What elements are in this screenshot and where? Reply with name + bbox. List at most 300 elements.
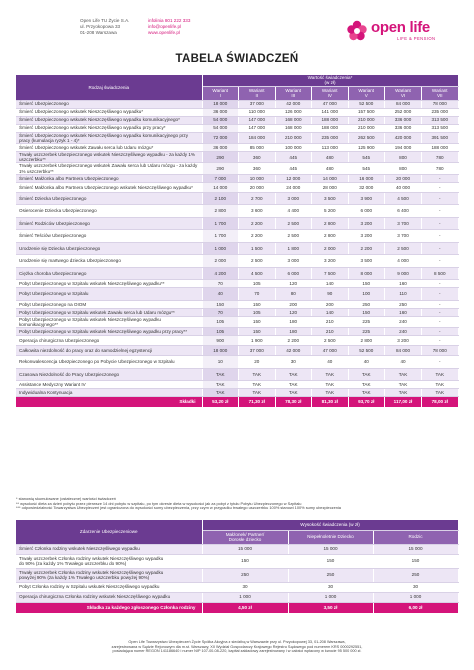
benefit-name: Śmierć Rodziców Ubezpieczonego — [16, 217, 202, 230]
variant-header-line: Wariant — [248, 87, 265, 93]
benefit-value: - — [422, 308, 459, 316]
benefit-value: 210 000 — [348, 124, 385, 132]
benefit-value: 168 000 — [275, 124, 312, 132]
benefit-value: 3 000 — [275, 255, 312, 268]
benefit-value: 4 200 — [202, 267, 239, 280]
benefit-name: Śmierć Ubezpieczonego wskutek Nieszczęśliwego wypadku* — [16, 108, 202, 116]
table-row — [16, 316, 458, 327]
benefit-name: Śmierć Ubezpieczonego wskutek Nieszczęśliwego wypadku komunikacyjnego przy pracy (kumulacja ryzyk 1 - 4)* — [16, 132, 202, 143]
benefit-value: 150 — [348, 280, 385, 288]
table-row — [16, 108, 458, 116]
benefit-value: 4 400 — [275, 205, 312, 218]
company-city: 01-208 Warszawa — [80, 30, 117, 35]
variant-header-line: IV — [327, 93, 332, 98]
table-row — [16, 143, 458, 151]
benefit-value: 4 000 — [385, 255, 422, 268]
event-name-line: Śmierć Członka rodziny wskutek Nieszczęśliwego wypadku — [19, 546, 140, 552]
benefit-value: 37 000 — [239, 346, 276, 356]
benefit-value: 42 000 — [275, 100, 312, 108]
benefit-name: Assistance Medyczny Wariant IV — [16, 381, 202, 389]
benefit-value: 54 000 — [202, 116, 239, 124]
benefit-value: 210 000 — [275, 132, 312, 143]
variant-header-line: VII — [436, 93, 443, 98]
benefit-value: 2 200 — [239, 217, 276, 230]
logo-tagline: LIFE & PENSION — [397, 36, 436, 41]
benefit-value: 2 800 — [348, 336, 385, 346]
benefit-value: 120 — [275, 308, 312, 316]
benefit-value: 36 000 — [202, 108, 239, 116]
benefit-value: 336 000 — [385, 124, 422, 132]
benefit-value: 40 — [348, 356, 385, 369]
benefit-name: Całkowita niezdolność do pracy oraz do samodzielnej egzystencji — [16, 346, 202, 356]
table-row — [16, 124, 458, 132]
benefit-value: 36 000 — [202, 143, 239, 151]
footnote-3: *** odpowiedzialność Towarzystwa Ubezpieczeń jest ograniczona do wysokości sumy ubezpieczenia, przy czym w przypadku trwałego uszczerbku 100% stanowi 100% sumy ubezpieczenia — [16, 505, 341, 511]
benefit-value: 480 — [312, 151, 349, 162]
benefit-value: 54 000 — [202, 124, 239, 132]
event-benefit-value: 15 000 — [202, 544, 288, 554]
event-name — [16, 554, 202, 568]
benefit-value: 24 000 — [275, 182, 312, 192]
benefit-name: Pobyt Ubezpieczonego w Szpitalu wskutek Nieszczęśliwego wypadku przy pracy** — [16, 328, 202, 336]
benefit-value: 1 900 — [239, 336, 276, 346]
family-member-header — [288, 530, 373, 544]
footnotes — [16, 497, 458, 511]
benefit-value: - — [422, 174, 459, 182]
benefit-value: 18 000 — [202, 346, 239, 356]
benefit-value: - — [422, 356, 459, 369]
benefit-value: 2 000 — [202, 255, 239, 268]
benefit-value: 445 — [275, 163, 312, 174]
benefit-value: 20 000 — [385, 174, 422, 182]
table-row — [16, 381, 458, 389]
footnote-2: ** wysokość dieta za dzień pobytu przez pierwsze 14 dni pobytu w szpitalu, po tym okresie dieta w wysokości jak za pobyt z tytułu Pobytu Ubezpieczonego w Szpitalu — [16, 500, 302, 506]
benefit-name: Śmierć Ubezpieczonego — [16, 100, 202, 108]
benefit-value: TAK — [275, 368, 312, 381]
benefit-value: 2 500 — [312, 336, 349, 346]
benefit-value: 2 200 — [239, 230, 276, 243]
benefit-value: 2 500 — [385, 242, 422, 255]
benefit-value: 70 — [202, 280, 239, 288]
benefit-value: 1 700 — [202, 230, 239, 243]
benefit-name: Pobyt Ubezpieczonego w Szpitalu wskutek Zawału serca lub Udaru mózgu** — [16, 308, 202, 316]
table-row — [16, 205, 458, 218]
benefit-value: 290 — [202, 151, 239, 162]
variant-header — [385, 86, 422, 100]
benefit-value: TAK — [385, 381, 422, 389]
benefit-value: 52 500 — [348, 100, 385, 108]
benefit-value: 14 000 — [202, 182, 239, 192]
benefit-value: 3 500 — [312, 192, 349, 205]
benefit-value: 2 500 — [275, 217, 312, 230]
benefit-value: 52 500 — [348, 346, 385, 356]
event-name — [16, 544, 202, 554]
table-row — [16, 389, 458, 397]
variant-header — [422, 86, 459, 100]
benefit-value: - — [422, 192, 459, 205]
benefit-value: 2 200 — [275, 336, 312, 346]
benefit-value: 2 000 — [312, 242, 349, 255]
benefit-value: 800 — [385, 163, 422, 174]
event-name-line: powyżej 90% (za każdy 1% Trwałego uszczerbku powyżej 90%) — [19, 575, 150, 580]
benefit-value: 160 — [385, 308, 422, 316]
benefit-value: 157 500 — [348, 108, 385, 116]
benefit-value: - — [422, 182, 459, 192]
benefit-value-header-line1: Wartość świadczenia* — [307, 75, 353, 81]
benefit-value: 210 — [312, 316, 349, 327]
benefit-value: 140 — [312, 280, 349, 288]
benefit-name: Operacja chirurgiczna Ubezpieczonego — [16, 336, 202, 346]
benefit-value: 70 — [202, 308, 239, 316]
benefit-value: 47 000 — [312, 346, 349, 356]
benefit-value: 105 — [239, 308, 276, 316]
benefit-value: - — [422, 230, 459, 243]
table-row — [16, 100, 458, 108]
benefit-value: 3 200 — [312, 255, 349, 268]
benefit-value: 14 000 — [312, 174, 349, 182]
benefit-value: 110 000 — [239, 108, 276, 116]
benefit-value: TAK — [202, 368, 239, 381]
premium-value: 117,00 zł — [385, 397, 422, 407]
family-premium-value: 4,50 zł — [202, 602, 288, 613]
benefit-value: 2 800 — [202, 205, 239, 218]
benefit-value: 545 — [348, 163, 385, 174]
premium-value: 78,30 zł — [275, 397, 312, 407]
table-row — [16, 568, 458, 582]
benefit-value: - — [422, 288, 459, 301]
legal-footer — [30, 640, 444, 654]
variant-header — [202, 86, 239, 100]
table-row — [16, 217, 458, 230]
benefit-value: 5 200 — [312, 205, 349, 218]
benefit-value: 180 — [275, 328, 312, 336]
page-header — [0, 0, 474, 50]
benefit-value: 37 000 — [239, 100, 276, 108]
benefit-value: 2 500 — [275, 230, 312, 243]
variant-header — [312, 86, 349, 100]
event-name-line: Trwały uszczerbek Członka rodziny wskutek Nieszczęśliwego wypadku — [19, 555, 164, 561]
benefit-value: 188 000 — [312, 116, 349, 124]
benefit-value: 28 000 — [312, 182, 349, 192]
benefit-value: 250 — [385, 300, 422, 308]
benefit-value: - — [422, 242, 459, 255]
family-member-header-line: Dorosłe dziecko — [228, 537, 262, 542]
benefit-value: 30 — [275, 356, 312, 369]
benefit-value: 3 500 — [348, 255, 385, 268]
benefit-value: 8 500 — [422, 267, 459, 280]
variant-header-line: III — [291, 93, 296, 98]
table-row — [16, 346, 458, 356]
benefit-value: 180 — [275, 316, 312, 327]
benefit-value: 10 000 — [239, 174, 276, 182]
open-life-logo — [346, 20, 456, 44]
benefit-value: 150 — [239, 300, 276, 308]
benefit-value: 188 000 — [312, 124, 349, 132]
table-row — [16, 174, 458, 182]
benefit-value: 800 — [385, 151, 422, 162]
footer-line-1: Open Life Towarzystwo Ubezpieczeń Życie Spółka Akcyjna z siedzibą w Warszawie przy ul. Przyokopowej 33, 01-208 Warszawa, — [128, 640, 346, 644]
benefit-value: - — [422, 336, 459, 346]
variant-header-line: Wariant — [431, 87, 448, 93]
family-benefits-table — [16, 520, 459, 613]
benefit-value: 20 — [239, 356, 276, 369]
benefit-value: 78 000 — [422, 100, 459, 108]
benefit-value: 360 — [239, 163, 276, 174]
variant-header-line: Wariant — [285, 87, 302, 93]
benefit-value: 140 — [312, 308, 349, 316]
table-row — [16, 592, 458, 602]
flower-logo-icon — [346, 20, 368, 42]
table-row — [16, 230, 458, 243]
benefit-type-header: Rodzaj świadczenia — [16, 75, 202, 100]
hotline: infolinia 801 222 333 — [148, 18, 191, 23]
benefit-value: 150 — [202, 300, 239, 308]
benefit-value: 290 — [202, 163, 239, 174]
benefit-value: 147 000 — [239, 116, 276, 124]
benefit-value: 780 — [422, 163, 459, 174]
benefit-value: 2 100 — [202, 192, 239, 205]
benefit-value: TAK — [239, 389, 276, 397]
benefit-name: Rekonwalescencja Ubezpieczonego po Pobycie Ubezpieczonego w Szpitalu — [16, 356, 202, 369]
benefit-value: 184 000 — [239, 132, 276, 143]
benefit-value: 42 000 — [275, 346, 312, 356]
benefit-value: 420 000 — [385, 132, 422, 143]
benefit-value: 105 — [202, 316, 239, 327]
benefit-value: 40 000 — [385, 182, 422, 192]
benefit-value: 194 000 — [385, 143, 422, 151]
benefit-name: Trwały uszczerbek Ubezpieczonego wskutek Zawału serca lub Udaru mózgu - za każdy 1% uszczerbku** — [16, 163, 202, 174]
benefit-value: - — [422, 280, 459, 288]
event-name — [16, 568, 202, 582]
benefit-value: 110 — [385, 288, 422, 301]
benefit-value: TAK — [312, 381, 349, 389]
benefit-value: 313 500 — [422, 116, 459, 124]
event-benefit-value: 250 — [373, 568, 458, 582]
benefit-value: 252 000 — [385, 108, 422, 116]
benefit-name: Śmierć Ubezpieczonego wskutek Nieszczęśliwego wypadku komunikacyjnego* — [16, 116, 202, 124]
benefit-value: 3 200 — [348, 230, 385, 243]
benefit-value: 1 700 — [202, 217, 239, 230]
benefit-value: 225 — [348, 316, 385, 327]
benefit-value: 336 000 — [385, 116, 422, 124]
event-name-line: Trwały uszczerbek Członka rodziny wskutek Nieszczęśliwego wypadku — [19, 569, 164, 575]
benefit-value: 32 000 — [348, 182, 385, 192]
benefit-name: Pobyt Ubezpieczonego na OIOM — [16, 300, 202, 308]
benefit-value: 7 000 — [202, 174, 239, 182]
benefit-name: Pobyt Ubezpieczonego w Szpitalu — [16, 288, 202, 301]
table-row — [16, 300, 458, 308]
event-benefit-value: 15 000 — [373, 544, 458, 554]
benefit-value: 40 — [202, 288, 239, 301]
benefit-value: 3 900 — [348, 192, 385, 205]
family-member-header-line: Rodzic — [408, 534, 423, 540]
benefit-value: TAK — [348, 389, 385, 397]
benefit-value: TAK — [422, 368, 459, 381]
variant-header-line: Wariant — [358, 87, 375, 93]
family-member-header-line: Małżonek/ Partner/ — [225, 531, 265, 537]
benefit-value: 150 — [239, 316, 276, 327]
benefit-value: 4 500 — [239, 267, 276, 280]
benefit-value: 16 000 — [348, 174, 385, 182]
benefit-value: 210 — [312, 328, 349, 336]
table-row — [16, 255, 458, 268]
benefit-value: 90 — [312, 288, 349, 301]
benefit-value: 1 500 — [239, 242, 276, 255]
footer-line-2: zarejestrowana w Sądzie Rejonowym dla m.st. Warszawy, XII Wydział Gospodarczy Krajowego Rejestru Sądowego pod numerem KRS 0000292551, — [111, 644, 363, 649]
benefit-name: Śmierć Małżonka albo Partnera Ubezpieczonego wskutek Nieszczęśliwego wypadku* — [16, 182, 202, 192]
benefit-value: 40 — [312, 356, 349, 369]
benefit-value: TAK — [202, 381, 239, 389]
premium-value: 81,30 zł — [312, 397, 349, 407]
table-row — [16, 280, 458, 288]
family-member-header — [202, 530, 288, 544]
benefit-value: TAK — [348, 381, 385, 389]
benefit-value: 147 000 — [239, 124, 276, 132]
benefit-name: Osierocenie Dziecka Ubezpieczonego — [16, 205, 202, 218]
benefit-value: 150 — [239, 328, 276, 336]
benefit-value: 168 000 — [275, 116, 312, 124]
variant-header-line: Wariant — [212, 87, 229, 93]
benefit-name: Pobyt Ubezpieczonego w Szpitalu wskutek Nieszczęśliwego wypadku komunikacyjnego** — [16, 316, 202, 327]
benefit-value: TAK — [385, 389, 422, 397]
benefit-name: Pobyt Ubezpieczonego w Szpitalu wskutek Nieszczęśliwego wypadku** — [16, 280, 202, 288]
benefit-value: 85 000 — [239, 143, 276, 151]
premium-value: 78,00 zł — [422, 397, 459, 407]
benefit-value: 445 — [275, 151, 312, 162]
benefit-value: 360 — [239, 151, 276, 162]
benefit-value-header-line2: (w zł) — [324, 80, 336, 86]
benefit-value: 125 900 — [348, 143, 385, 151]
benefit-value: 84 000 — [385, 100, 422, 108]
table-row — [16, 288, 458, 301]
variant-header-line: VI — [400, 93, 406, 98]
benefit-name: Śmierć Dziecka Ubezpieczonego — [16, 192, 202, 205]
family-premium-value: 3,50 zł — [288, 602, 373, 613]
benefit-name: Śmierć Ubezpieczonego wskutek Zawału serca lub Udaru mózgu* — [16, 143, 202, 151]
event-name-line: Pobyt Członka rodziny w Szpitalu wskutek Nieszczęśliwego wypadku — [19, 584, 160, 590]
benefit-value: 2 500 — [239, 255, 276, 268]
benefit-value: 235 000 — [312, 132, 349, 143]
benefit-name: Urodzenie się Dziecka Ubezpieczonego — [16, 242, 202, 255]
premium-value: 93,70 zł — [348, 397, 385, 407]
benefit-value: 150 — [348, 308, 385, 316]
insurance-event-header: Zdarzenie Ubezpieczeniowe — [16, 520, 202, 544]
benefit-value: 240 — [385, 316, 422, 327]
benefit-value: 100 000 — [275, 143, 312, 151]
benefit-name: Indywidualna Kontynuacja — [16, 389, 202, 397]
benefit-value: 105 — [239, 280, 276, 288]
event-benefit-value: 250 — [288, 568, 373, 582]
premium-value: 71,30 zł — [239, 397, 276, 407]
benefit-value: 3 700 — [385, 217, 422, 230]
benefit-value: 2 200 — [348, 242, 385, 255]
variant-header-line: V — [364, 93, 368, 98]
benefit-value: 20 000 — [239, 182, 276, 192]
benefit-value: 2 800 — [312, 230, 349, 243]
variant-header-line: Wariant — [395, 87, 411, 93]
benefit-value: TAK — [312, 389, 349, 397]
event-benefit-value: 1 000 — [373, 592, 458, 602]
benefit-value: 47 000 — [312, 100, 349, 108]
premium-value: 53,20 zł — [202, 397, 239, 407]
benefit-value: 120 — [275, 280, 312, 288]
event-benefit-value: 250 — [202, 568, 288, 582]
benefit-value: 10 — [202, 356, 239, 369]
table-row — [16, 554, 458, 568]
table-row — [16, 368, 458, 381]
benefit-value: 6 000 — [275, 267, 312, 280]
family-premium-row — [16, 602, 458, 613]
benefit-value: 900 — [202, 336, 239, 346]
benefit-name: Urodzenie się martwego dziecka Ubezpieczonego — [16, 255, 202, 268]
benefit-value: 225 — [348, 328, 385, 336]
table-row — [16, 242, 458, 255]
benefit-value: 200 — [275, 300, 312, 308]
benefit-value: 70 — [239, 288, 276, 301]
benefit-name: Śmierć Małżonka albo Partnera Ubezpieczonego — [16, 174, 202, 182]
table-row — [16, 151, 458, 162]
event-benefit-value: 150 — [373, 554, 458, 568]
benefit-name: Ciężka choroba Ubezpieczonego — [16, 267, 202, 280]
benefit-value: TAK — [348, 368, 385, 381]
benefit-value: - — [422, 217, 459, 230]
table-row — [16, 308, 458, 316]
table-row — [16, 132, 458, 143]
variant-header-line: I — [219, 93, 221, 98]
benefit-value: 80 — [275, 288, 312, 301]
email-link[interactable]: info@openlife.pl — [148, 24, 182, 29]
variant-header — [239, 86, 276, 100]
benefit-value: 3 200 — [385, 336, 422, 346]
table-row — [16, 544, 458, 554]
benefit-amount-header: Wysokość świadczenia (w zł) — [202, 520, 458, 530]
benefit-value: TAK — [422, 381, 459, 389]
variant-header-line: Wariant — [321, 87, 338, 93]
benefit-value: 235 000 — [422, 108, 459, 116]
website-link[interactable]: www.openlife.pl — [148, 30, 180, 35]
benefit-value: 4 500 — [385, 192, 422, 205]
event-name — [16, 592, 202, 602]
table-row — [16, 163, 458, 174]
variant-header — [275, 86, 312, 100]
table-row — [16, 328, 458, 336]
table-row — [16, 182, 458, 192]
company-name: Open Life TU Życie S.A. — [80, 18, 130, 23]
benefit-value: 188 000 — [422, 143, 459, 151]
benefit-value: TAK — [239, 368, 276, 381]
event-benefit-value: 15 000 — [288, 544, 373, 554]
benefit-value: 40 — [385, 356, 422, 369]
benefit-value: 250 — [348, 300, 385, 308]
benefit-value: 2 700 — [239, 192, 276, 205]
event-benefit-value: 1 000 — [288, 592, 373, 602]
benefit-value: 780 — [422, 151, 459, 162]
family-member-header — [373, 530, 458, 544]
benefit-value: 2 800 — [312, 217, 349, 230]
benefit-value: TAK — [275, 381, 312, 389]
variant-header-line: II — [255, 93, 259, 98]
benefit-value: TAK — [202, 389, 239, 397]
benefit-value: - — [422, 300, 459, 308]
benefit-value: 545 — [348, 151, 385, 162]
table-row — [16, 116, 458, 124]
event-benefit-value: 150 — [202, 554, 288, 568]
company-contact — [148, 18, 190, 36]
family-premium-value: 6,00 zł — [373, 602, 458, 613]
benefit-value: 240 — [385, 328, 422, 336]
benefit-value: 6 400 — [385, 205, 422, 218]
variant-header — [348, 86, 385, 100]
